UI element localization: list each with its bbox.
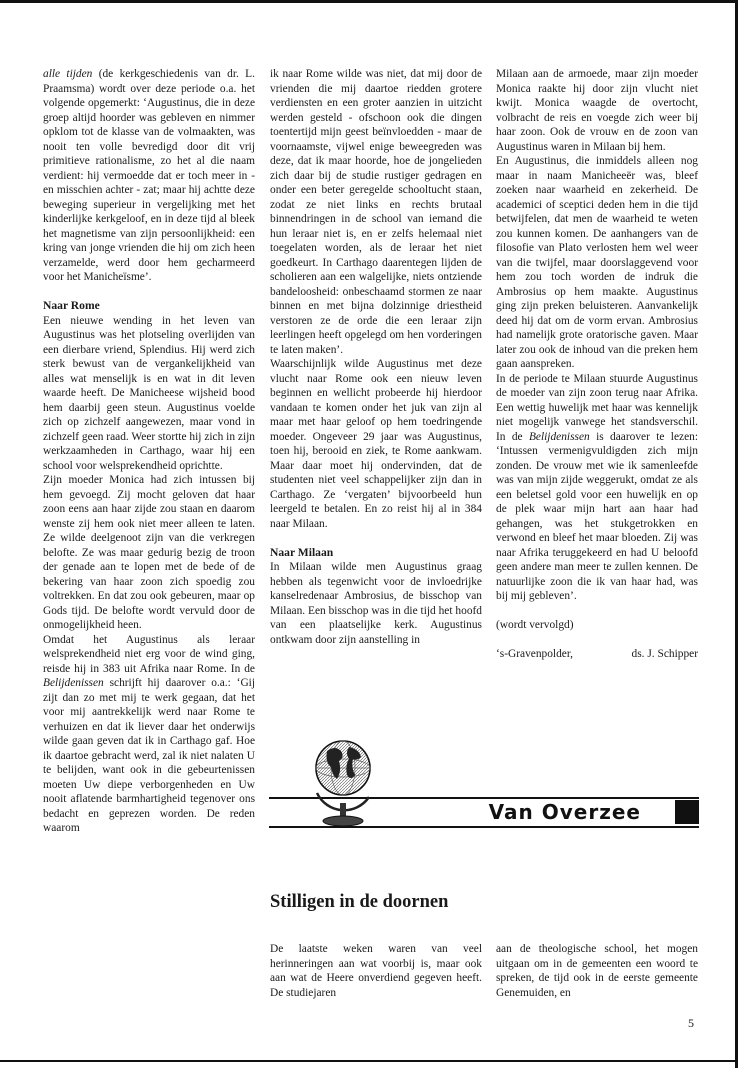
signature-author: ds. J. Schipper [631, 648, 698, 660]
paragraph: De laatste weken waren van veel herinneringen aan wat voorbij is, maar ook aan wat de Heere onverdiend gegeven heeft. De studiejaren [270, 943, 482, 999]
column-3 [496, 67, 698, 662]
heading-naar-rome: Naar Rome [43, 299, 100, 312]
paragraph-text: Omdat het Augustinus als leraar welsprekendheid niet erg voor de wind ging, reisde hij in 383 uit Afrika naar Rome. In de [43, 633, 255, 675]
paragraph: aan de theologische school, het mogen uitgaan om in de gemeenten een woord te spreken, de tijd ook in de eerste gemeente Genemuiden, en [496, 943, 698, 999]
paragraph [43, 633, 255, 836]
page-border-bottom [0, 1060, 738, 1062]
article-title: Stilligen in de doornen [270, 892, 449, 912]
continued-note: (wordt vervolgd) [496, 619, 574, 631]
paragraph: En Augustinus, die inmiddels alleen nog maar in naam Manicheeër was, bleef zoeken naar waarheid en zekerheid. De academici of sceptici deden hem in die tijd betwijfelen, dat men de waarheid te weten zou kunnen komen. De aanhangers van de filosofie van Plato verlosten hem wel weer van die twijfel, maar doorslaggevend voor hem zou toch worden de indruk die Ambrosius op hem maakte. Augustinus ging zijn preken beluisteren. Aanvankelijk deed hij dat om de vorm ervan. Ambrosius had namelijk grote oratorische gaven. Maar later zou ook de inhoud van die preken hem gaan aanspreken. [496, 155, 698, 370]
book-title-italic: Belijdenissen [528, 430, 590, 443]
paragraph-text: is daarover te lezen: ‘Intussen vermenigvuldigden zich mijn zonden. De vrouw met wie ik samenleefde was van mijn zijde weggerukt, omdat ze als een beletsel gold voor een huwelijk en op de plek waar mijn hart aan haar had gehangen, was het stukgetrokken en verwond en bleef het maar bloeden. Zij was naar Afrika teruggekeerd en had U beloofd geen andere man meer te zullen kennen. De natuurlijke zoon die ik van haar had, was bij mij gebleven’. [496, 430, 699, 602]
paragraph: Waarschijnlijk wilde Augustinus met deze vlucht naar Rome ook een nieuw leven beginnen en wellicht probeerde hij hierdoor vandaan te komen onder het juk van zijn al maar met haar geloof op hem toedringende moeder. Ongeveer 29 jaar was Augustinus, toen hij, berooid en ziek, te Rome aankwam. Maar daar moet hij ondervinden, dat de studenten niet veel schappelijker zijn dan in Carthago. Ze ‘vergaten’ bijvoorbeeld hun leergeld te betalen. En zo reist hij al in 384 naar Milaan. [270, 358, 482, 530]
paragraph: In Milaan wilde men Augustinus graag hebben als tegenwicht voor de invloedrijke kanselredenaar Ambrosius, de bisschop van Milaan. Een bisschop was in die tijd het hoofd van een plaatselijke kerk. Augustinus ontkwam door zijn aanstelling in [270, 561, 482, 646]
article-column-2 [496, 942, 698, 1000]
banner-block [675, 800, 699, 824]
heading-naar-milaan: Naar Milaan [270, 545, 334, 559]
intro-paragraph [43, 67, 255, 285]
intro-text: (de kerkgeschiedenis van dr. L. Praamsma) wordt over deze periode o.a. het volgende opgemerkt: ‘Augustinus, die in deze groep altijd hoorder was gebleven en nimmer opklom tot de klasse van de volmaakten, was nooit ten volle bevredigd door dit vrij primitieve rationalisme, zo het al die naam verdient: hij vermoedde dat er toch meer in - en misschien achter - zat; maar hij achtte deze beweging superieur in vergelijking met het kinderlijke kerkgeloof, en in deze tijd al bleek het magnetisme van zijn persoonlijkheid: een kring van jonge vrienden die hij om zich heen verzamelde, werd door hem gecharmeerd voor het Manicheïsme’. [43, 68, 255, 283]
book-title-italic: Belijdenissen [43, 677, 104, 689]
paragraph [496, 372, 698, 604]
globe-icon [309, 731, 379, 829]
page-border-top [0, 0, 738, 3]
page-number: 5 [688, 1016, 694, 1030]
intro-italic: alle tijden [43, 68, 93, 80]
paragraph: ik naar Rome wilde was niet, dat mij door de vrienden die mij daartoe riedden grotere verdiensten en een groter aanzien in uitzicht werden gesteld - ofschoon ook die dingen toentertijd mijn geest beïnvloedden - maar de voornaamste, vijwel enige beweegreden was deze, dat ik maar hoorde, hoe de jongelieden zich daar bij de studie rustiger gedragen en onder een beter geregelde schooltucht staan, zodat ze niet links en rechts brutaal binnendringen in de school van iemand die hun leraar niet is, en er zelfs helemaal niet toegelaten worden, als de leraar het niet goedkeurt. In Carthago daarentegen lijden de scholieren aan een walgelijke, niets ontziende bandeloosheid: onbeschaamd stormen ze naar binnen en met bijna dolzinnige driestheid verstoren ze de orde die een leraar zijn leerlingen heeft opgelegd om hen vorderingen te laten maken’. [270, 68, 482, 356]
column-2 [270, 67, 482, 647]
paragraph: Een nieuwe wending in het leven van Augustinus was het plotseling overlijden van een dierbare vriend, Splendius. Hij werd zich sterk bewust van de vergankelijkheid van alles wat menselijk is en wat in dit leven waarde heeft. De Manicheese wijsheid bood hem daarbij geen steun. Augustinus voelde zich op zichzelf aangewezen, maar vond in zichzelf geen raad. Weer stortte hij zich in zijn werkzaamheden in Carthago, waar hij een school voor welsprekendheid oprichtte. [43, 314, 255, 472]
banner-title: Van Overzee [488, 800, 641, 824]
column-1 [43, 67, 255, 836]
paragraph-text: In de periode te Milaan stuurde Augustinus de moeder van zijn zoon terug naar Afrika. Een wettig huwelijk met haar was kennelijk niet mogelijk vanwege het standsverschil. In de [496, 372, 698, 443]
paragraph: Milaan aan de armoede, maar zijn moeder Monica raakte hij door zijn vlucht niet kwijt. Monica waagde de overtocht, volbracht de reis en voegde zich weer bij haar zoon. Ook de vrouw en de zoon van Augustinus waren in Milaan bij hem. [496, 68, 698, 153]
article-column-1 [270, 942, 482, 1000]
paragraph-text: schrijft hij daarover o.a.: ‘Gij zijt dan zo met mij te werk gegaan, dat het voor mij aantrekkelijk werd naar Rome te verhuizen en dat ik liever daar het onderwijs wilde gaan geven dat ik in Carthago gaf. Hoe ik daartoe gebracht werd, zal ik niet nalaten U te belijden, want ook in die gebeurtenissen moeten Uw diepe verborgenheden en Uw nooit aflatende barmhartigheid tegenover ons bedacht en geprezen worden. De reden waarom [43, 677, 255, 834]
paragraph: Zijn moeder Monica had zich intussen bij hem gevoegd. Zij mocht geloven dat haar zoon eens aan haar zijde zou staan en daarom wenste zij hem ook niet meer alleen te laten. Ze wilde deelgenoot zijn van die verkregen belofte. Ze was maar gedurig bezig de troon der genade aan te lopen met de bede of de bekering van haar zoon zich spoedig zou voltrekken. En dat zou ook gebeuren, maar op Gods tijd. De belofte wordt vervuld door de onmogelijkheid heen. [43, 474, 255, 631]
signature-place: ‘s-Gravenpolder, [496, 648, 574, 660]
signature-line [496, 647, 698, 662]
